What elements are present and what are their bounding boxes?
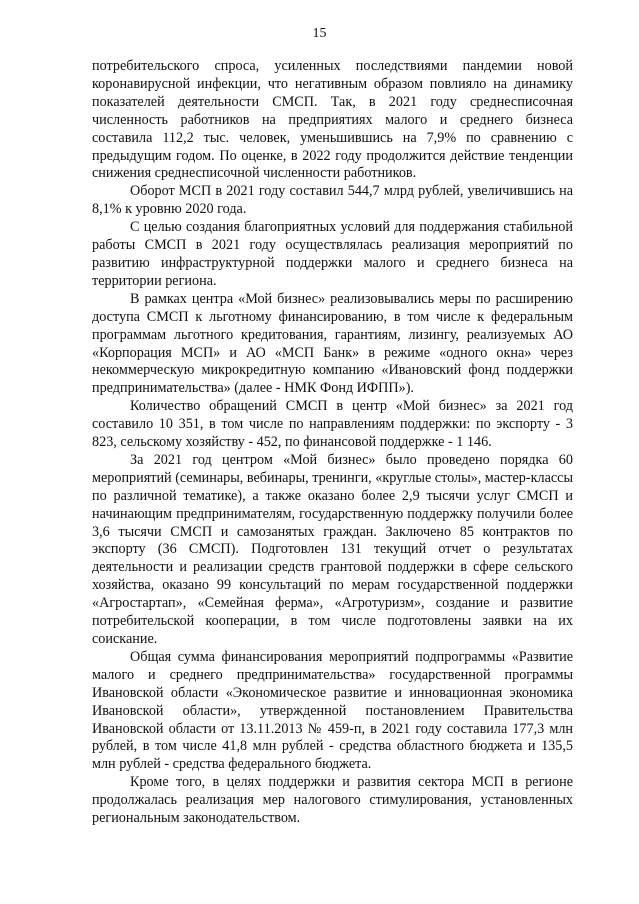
paragraph-workforce-decline: потребительского спроса, усиленных последствиями пандемии новой коронавирусной инфекции, что негативным образом повлияло на динамику показателей деятельности СМСП. Так, в 2021 году среднесписочная численность работников на предприятиях малого и среднего бизнеса составила 112,2 тыс. человек, уменьшившись на 7,9% по сравнению с предыдущим годом. По оценке, в 2022 году продолжится действие тенденции снижения среднесписочной численности работников.	[92, 58, 573, 182]
paragraph-funding-total: Общая сумма финансирования мероприятий подпрограммы «Развитие малого и среднего предпринимательства» государственной программы Ивановской области «Экономическое развитие и инновационная экономика Ивановской области», утвержденной постановлением Правительства Ивановской области от 13.11.2013 № 459-п, в 2021 году составила 177,3 млн рублей, в том числе 41,8 млн рублей - средства областного бюджета и 135,5 млн рублей - средства федерального бюджета.	[92, 648, 573, 773]
page-number: 15	[312, 26, 327, 41]
paragraph-infrastructure-support: С целью создания благоприятных условий для поддержания стабильной работы СМСП в 2021 году осуществлялась реализация мероприятий по развитию инфраструктурной поддержки малого и среднего бизнеса на территории региона.	[92, 219, 573, 289]
paragraph-sme-turnover: Оборот МСП в 2021 году составил 544,7 млрд рублей, увеличившись на 8,1% к уровню 2020 года.	[92, 183, 573, 218]
paragraph-tax-incentives: Кроме того, в целях поддержки и развития сектора МСП в регионе продолжалась реализация мер налогового стимулирования, установленных региональным законодательством.	[92, 774, 573, 827]
paragraph-events-services: За 2021 год центром «Мой бизнес» было проведено порядка 60 мероприятий (семинары, вебинары, тренинги, «круглые столы», мастер-классы по различной тематике), а также оказано более 2,9 тысячи услуг СМСП и начинающим предпринимателям, государственную поддержку получили более 3,6 тысячи СМСП и самозанятых граждан. Заключено 85 контрактов по экспорту (36 СМСП). Подготовлен 131 текущий отчет о результатах деятельности и реализации средств грантовой поддержки в сфере сельского хозяйства, оказано 99 консультаций по мерам государственной поддержки «Агростартап», «Семейная ферма», «Агротуризм», создание и развитие потребительской кооперации, в том числе подготовлены заявки на их соискание.	[92, 451, 573, 647]
paragraph-my-business-center: В рамках центра «Мой бизнес» реализовывались меры по расширению доступа СМСП к льготному финансированию, в том числе к федеральным программам льготного кредитования, гарантиям, лизингу, реализуемых АО «Корпорация МСП» и АО «МСП Банк» в режиме «одного окна» через некоммерческую микрокредитную компанию «Ивановский фонд поддержки предпринимательства» (далее - НМК Фонд ИФПП»).	[92, 290, 573, 397]
document-body	[92, 58, 573, 828]
paragraph-requests-count: Количество обращений СМСП в центр «Мой бизнес» за 2021 год составило 10 351, в том числе по направлениям поддержки: по экспорту - 3 823, сельскому хозяйству - 452, по финансовой поддержке - 1 146.	[92, 398, 573, 451]
